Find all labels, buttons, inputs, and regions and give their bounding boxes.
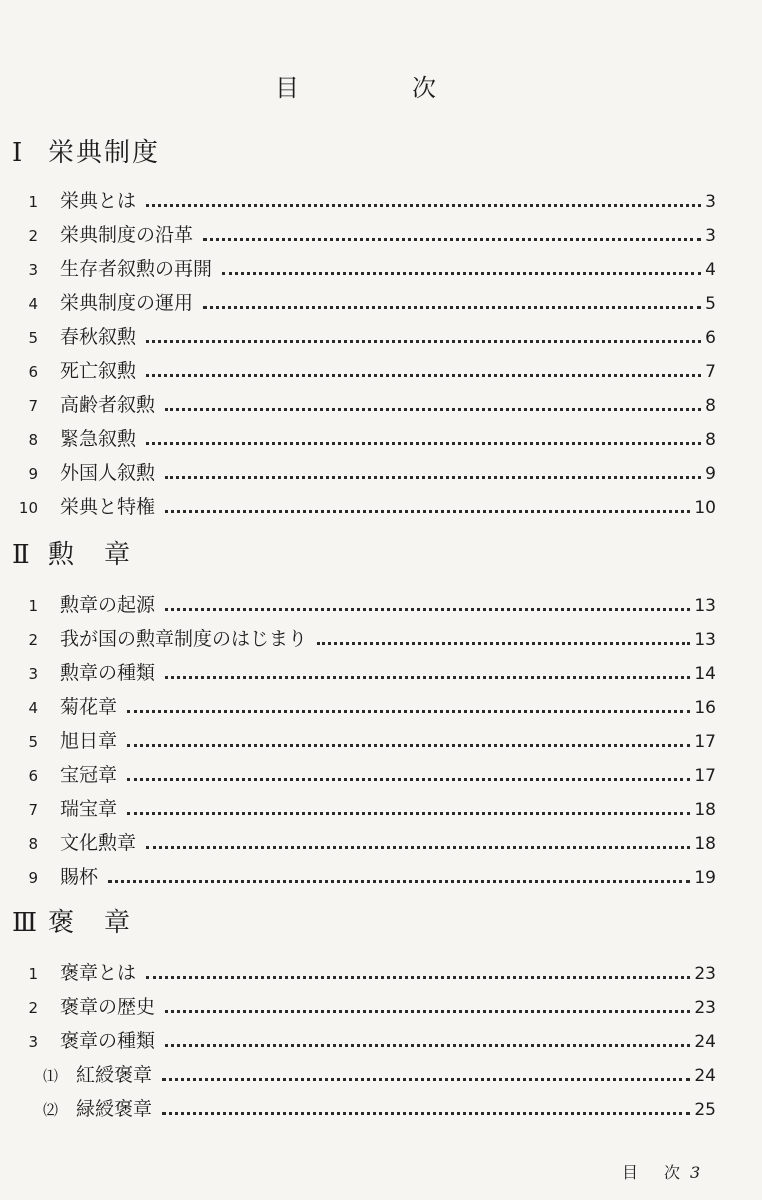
leader-dots <box>165 1044 690 1047</box>
entry-page: 16 <box>694 698 716 718</box>
section-number: Ⅰ <box>12 138 23 168</box>
leader-dots <box>317 642 690 645</box>
leader-dots <box>203 238 701 241</box>
entry-page: 14 <box>694 664 716 684</box>
toc-entry[interactable] <box>0 358 716 384</box>
entry-page: 19 <box>694 868 716 888</box>
entry-title: 栄典制度の沿革 <box>60 224 194 246</box>
title-char-1: 目 <box>275 74 299 102</box>
entry-number: 9 <box>28 465 38 483</box>
entry-number: 2 <box>28 227 38 245</box>
leader-dots <box>162 1112 690 1115</box>
entry-number: 6 <box>28 363 38 381</box>
entry-page: 23 <box>694 964 716 984</box>
leader-dots <box>165 476 701 479</box>
entry-page: 3 <box>705 226 716 246</box>
section-title: 褒 章 <box>48 908 133 938</box>
leader-dots <box>127 778 690 781</box>
entry-title: 褒章とは <box>60 962 137 984</box>
entry-title: 生存者叙勲の再開 <box>60 258 213 280</box>
entry-page: 3 <box>705 192 716 212</box>
entry-title: 高齢者叙勲 <box>60 394 156 416</box>
toc-subentry[interactable] <box>0 1062 716 1088</box>
entry-number: 4 <box>28 699 38 717</box>
toc-entry[interactable] <box>0 864 716 890</box>
toc-entry[interactable] <box>0 256 716 282</box>
entry-number: 2 <box>28 999 38 1017</box>
leader-dots <box>108 880 690 883</box>
entry-number: 8 <box>28 431 38 449</box>
entry-page: 5 <box>705 294 716 314</box>
entry-number: 10 <box>18 499 38 517</box>
toc-entry[interactable] <box>0 592 716 618</box>
entry-title: 緑綬褒章 <box>76 1098 153 1120</box>
leader-dots <box>203 306 701 309</box>
entry-title: 死亡叙勲 <box>60 360 137 382</box>
entry-number: 5 <box>28 329 38 347</box>
toc-entry[interactable] <box>0 392 716 418</box>
entry-number: 3 <box>28 1033 38 1051</box>
entry-title: 勲章の起源 <box>60 594 156 616</box>
entry-page: 23 <box>694 998 716 1018</box>
toc-entry[interactable] <box>0 1028 716 1054</box>
entry-number: 4 <box>28 295 38 313</box>
entry-page: 18 <box>694 800 716 820</box>
entry-title: 賜杯 <box>60 866 99 888</box>
toc-subentry[interactable] <box>0 1096 716 1122</box>
toc-entry[interactable] <box>0 762 716 788</box>
entry-page: 10 <box>694 498 716 518</box>
entry-page: 24 <box>694 1066 716 1086</box>
entry-page: 6 <box>705 328 716 348</box>
entry-title: 勲章の種類 <box>60 662 156 684</box>
entry-page: 8 <box>705 430 716 450</box>
entry-number: 1 <box>28 965 38 983</box>
entry-title: 褒章の歴史 <box>60 996 156 1018</box>
entry-number: 1 <box>28 193 38 211</box>
toc-entry[interactable] <box>0 694 716 720</box>
page-title <box>0 68 762 108</box>
leader-dots <box>165 510 690 513</box>
entry-page: 8 <box>705 396 716 416</box>
section-heading-3 <box>12 906 132 940</box>
leader-dots <box>146 204 701 207</box>
entry-title: 菊花章 <box>60 696 118 718</box>
leader-dots <box>146 976 690 979</box>
toc-entry[interactable] <box>0 188 716 214</box>
section-title: 勲 章 <box>48 540 133 570</box>
toc-entry[interactable] <box>0 796 716 822</box>
entry-number: 7 <box>28 801 38 819</box>
leader-dots <box>165 608 690 611</box>
leader-dots <box>162 1078 690 1081</box>
entry-title: 我が国の勲章制度のはじまり <box>60 628 308 650</box>
entry-title: 紅綬褒章 <box>76 1064 153 1086</box>
entry-page: 9 <box>705 464 716 484</box>
toc-entry[interactable] <box>0 460 716 486</box>
toc-entry[interactable] <box>0 494 716 520</box>
toc-entry[interactable] <box>0 626 716 652</box>
entry-title: 栄典制度の運用 <box>60 292 194 314</box>
page-footer <box>622 1160 700 1183</box>
entry-page: 13 <box>694 596 716 616</box>
entry-number: 3 <box>28 261 38 279</box>
entry-title: 旭日章 <box>60 730 118 752</box>
leader-dots <box>146 374 701 377</box>
toc-entry[interactable] <box>0 994 716 1020</box>
entry-number: 9 <box>28 869 38 887</box>
section-heading-2 <box>12 538 132 572</box>
toc-entry[interactable] <box>0 222 716 248</box>
entry-title: 宝冠章 <box>60 764 118 786</box>
entry-title: 栄典と特権 <box>60 496 156 518</box>
leader-dots <box>146 442 701 445</box>
entry-title: 褒章の種類 <box>60 1030 156 1052</box>
toc-entry[interactable] <box>0 728 716 754</box>
entry-page: 7 <box>705 362 716 382</box>
entry-title: 瑞宝章 <box>60 798 118 820</box>
footer-label-1: 目 <box>622 1163 639 1182</box>
entry-page: 24 <box>694 1032 716 1052</box>
entry-number: 6 <box>28 767 38 785</box>
entry-page: 4 <box>705 260 716 280</box>
section-number: Ⅲ <box>12 908 38 938</box>
toc-entry[interactable] <box>0 830 716 856</box>
entry-page: 17 <box>694 766 716 786</box>
leader-dots <box>165 408 701 411</box>
entry-title: 春秋叙勲 <box>60 326 137 348</box>
entry-page: 17 <box>694 732 716 752</box>
entry-number: 7 <box>28 397 38 415</box>
entry-page: 13 <box>694 630 716 650</box>
leader-dots <box>127 710 690 713</box>
leader-dots <box>146 846 690 849</box>
entry-page: 25 <box>694 1100 716 1120</box>
entry-number: 3 <box>28 665 38 683</box>
entry-title: 栄典とは <box>60 190 137 212</box>
entry-title: 外国人叙勲 <box>60 462 156 484</box>
leader-dots <box>127 812 690 815</box>
toc-entry[interactable] <box>0 324 716 350</box>
entry-page: 18 <box>694 834 716 854</box>
entry-number: ⑴ <box>42 1067 58 1085</box>
entry-number: 8 <box>28 835 38 853</box>
toc-entry[interactable] <box>0 960 716 986</box>
entry-number: ⑵ <box>42 1101 58 1119</box>
toc-entry[interactable] <box>0 426 716 452</box>
entry-number: 5 <box>28 733 38 751</box>
section-title: 栄典制度 <box>48 138 161 168</box>
leader-dots <box>146 340 701 343</box>
entry-title: 文化勲章 <box>60 832 137 854</box>
section-heading-1 <box>12 136 160 170</box>
entry-title: 緊急叙勲 <box>60 428 137 450</box>
title-char-2: 次 <box>412 74 436 102</box>
section-number: Ⅱ <box>12 540 30 570</box>
toc-entry[interactable] <box>0 660 716 686</box>
entry-number: 1 <box>28 597 38 615</box>
footer-label-2: 次 <box>664 1163 681 1182</box>
toc-entry[interactable] <box>0 290 716 316</box>
footer-page-number: 3 <box>690 1163 701 1182</box>
leader-dots <box>165 676 690 679</box>
leader-dots <box>127 744 690 747</box>
entry-number: 2 <box>28 631 38 649</box>
leader-dots <box>222 272 701 275</box>
leader-dots <box>165 1010 690 1013</box>
